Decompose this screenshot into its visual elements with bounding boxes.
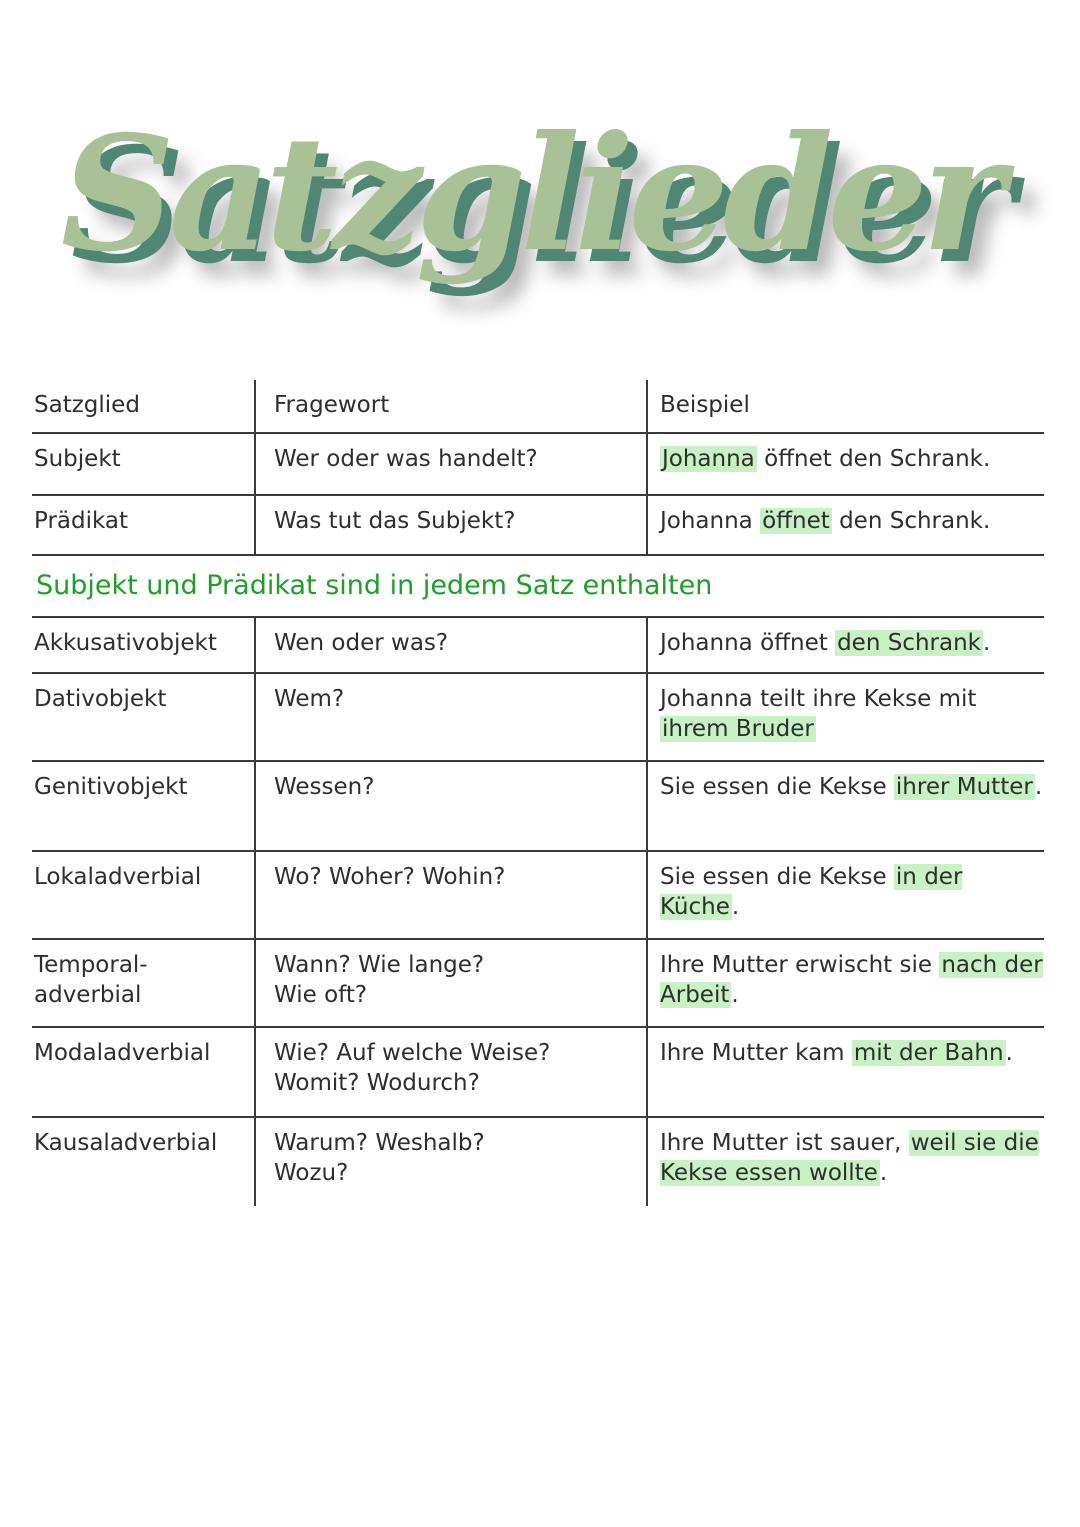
beispiel-text: Sie essen die Kekse [660,864,894,890]
beispiel-highlight: Johanna [662,446,755,472]
satzglied-cell: Prädikat [34,508,129,534]
beispiel-text-end: . [982,630,991,656]
satzglied-cell: Modaladverbial [34,1040,211,1066]
beispiel-highlight: ihrem Bruder [662,716,814,742]
table-row [32,496,1044,556]
satzglied-cell: Genitivobjekt [34,774,188,800]
table-header-row [32,380,1044,434]
fragewort-cell: Wessen? [254,762,646,850]
fragewort-cell: Wie? Auf welche Weise? Womit? Wodurch? [254,1028,646,1116]
beispiel-text-end: den Schrank. [831,508,991,534]
fragewort-cell: Warum? Weshalb? Wozu? [254,1118,646,1206]
beispiel-text-end: . [879,1160,888,1186]
satzglied-cell: Lokaladverbial [34,864,202,890]
beispiel-highlight: nach der Arbeit [660,952,1043,1008]
table-row [32,940,1044,1028]
fragewort-cell: Wen oder was? [254,618,646,672]
beispiel-cell [646,674,1044,760]
beispiel-text: Ihre Mutter erwischt sie [660,952,940,978]
satzglied-cell: Kausaladverbial [34,1130,218,1156]
beispiel-cell [646,434,1044,494]
fragewort-cell: Wer oder was handelt? [254,434,646,494]
beispiel-cell [646,852,1044,938]
satzglied-cell: Subjekt [34,446,121,472]
fragewort-cell: Wann? Wie lange? Wie oft? [254,940,646,1026]
fragewort-cell: Wem? [254,674,646,760]
table-row [32,1028,1044,1118]
satzglied-cell: Temporal- adverbial [34,952,148,1008]
header-beispiel: Beispiel [646,380,1044,432]
beispiel-highlight: mit der Bahn [853,1040,1004,1066]
beispiel-highlight: ihrer Mutter [895,774,1033,800]
beispiel-cell [646,940,1044,1026]
table-row [32,762,1044,852]
satzglieder-table [32,380,1044,1206]
beispiel-text-end: . [731,894,740,920]
beispiel-text: Johanna öffnet [660,630,836,656]
table-row [32,1118,1044,1206]
header-satzglied: Satzglied [34,392,140,418]
satzglied-cell: Akkusativobjekt [34,630,217,656]
beispiel-cell [646,762,1044,850]
beispiel-highlight: öffnet [762,508,830,534]
beispiel-cell [646,1028,1044,1116]
table-row [32,434,1044,496]
fragewort-cell: Wo? Woher? Wohin? [254,852,646,938]
beispiel-cell [646,496,1044,554]
beispiel-cell [646,618,1044,672]
beispiel-text-end: öffnet den Schrank. [756,446,991,472]
satzglied-cell: Dativobjekt [34,686,167,712]
page-title-text: Satzglieder [60,102,1000,287]
table-row [32,852,1044,940]
beispiel-text: Sie essen die Kekse [660,774,894,800]
table-row [32,618,1044,674]
table-row [32,674,1044,762]
beispiel-highlight: weil sie die Kekse essen wollte [660,1130,1039,1186]
beispiel-text: Johanna [660,508,761,534]
beispiel-text: Ihre Mutter kam [660,1040,852,1066]
beispiel-text-end: . [1034,774,1043,800]
beispiel-text: Ihre Mutter ist sauer, [660,1130,909,1156]
beispiel-highlight: den Schrank [837,630,981,656]
beispiel-text-end: . [1005,1040,1013,1066]
beispiel-highlight: in der Küche [660,864,963,920]
beispiel-text-end: . [731,982,739,1008]
fragewort-cell: Was tut das Subjekt? [254,496,646,554]
beispiel-text: Johanna teilt ihre Kekse mit [660,686,977,712]
note-text: Subjekt und Prädikat sind in jedem Satz enthalten [32,556,1044,618]
header-fragewort: Fragewort [254,380,646,432]
beispiel-cell [646,1118,1044,1206]
page-title [60,95,1000,315]
